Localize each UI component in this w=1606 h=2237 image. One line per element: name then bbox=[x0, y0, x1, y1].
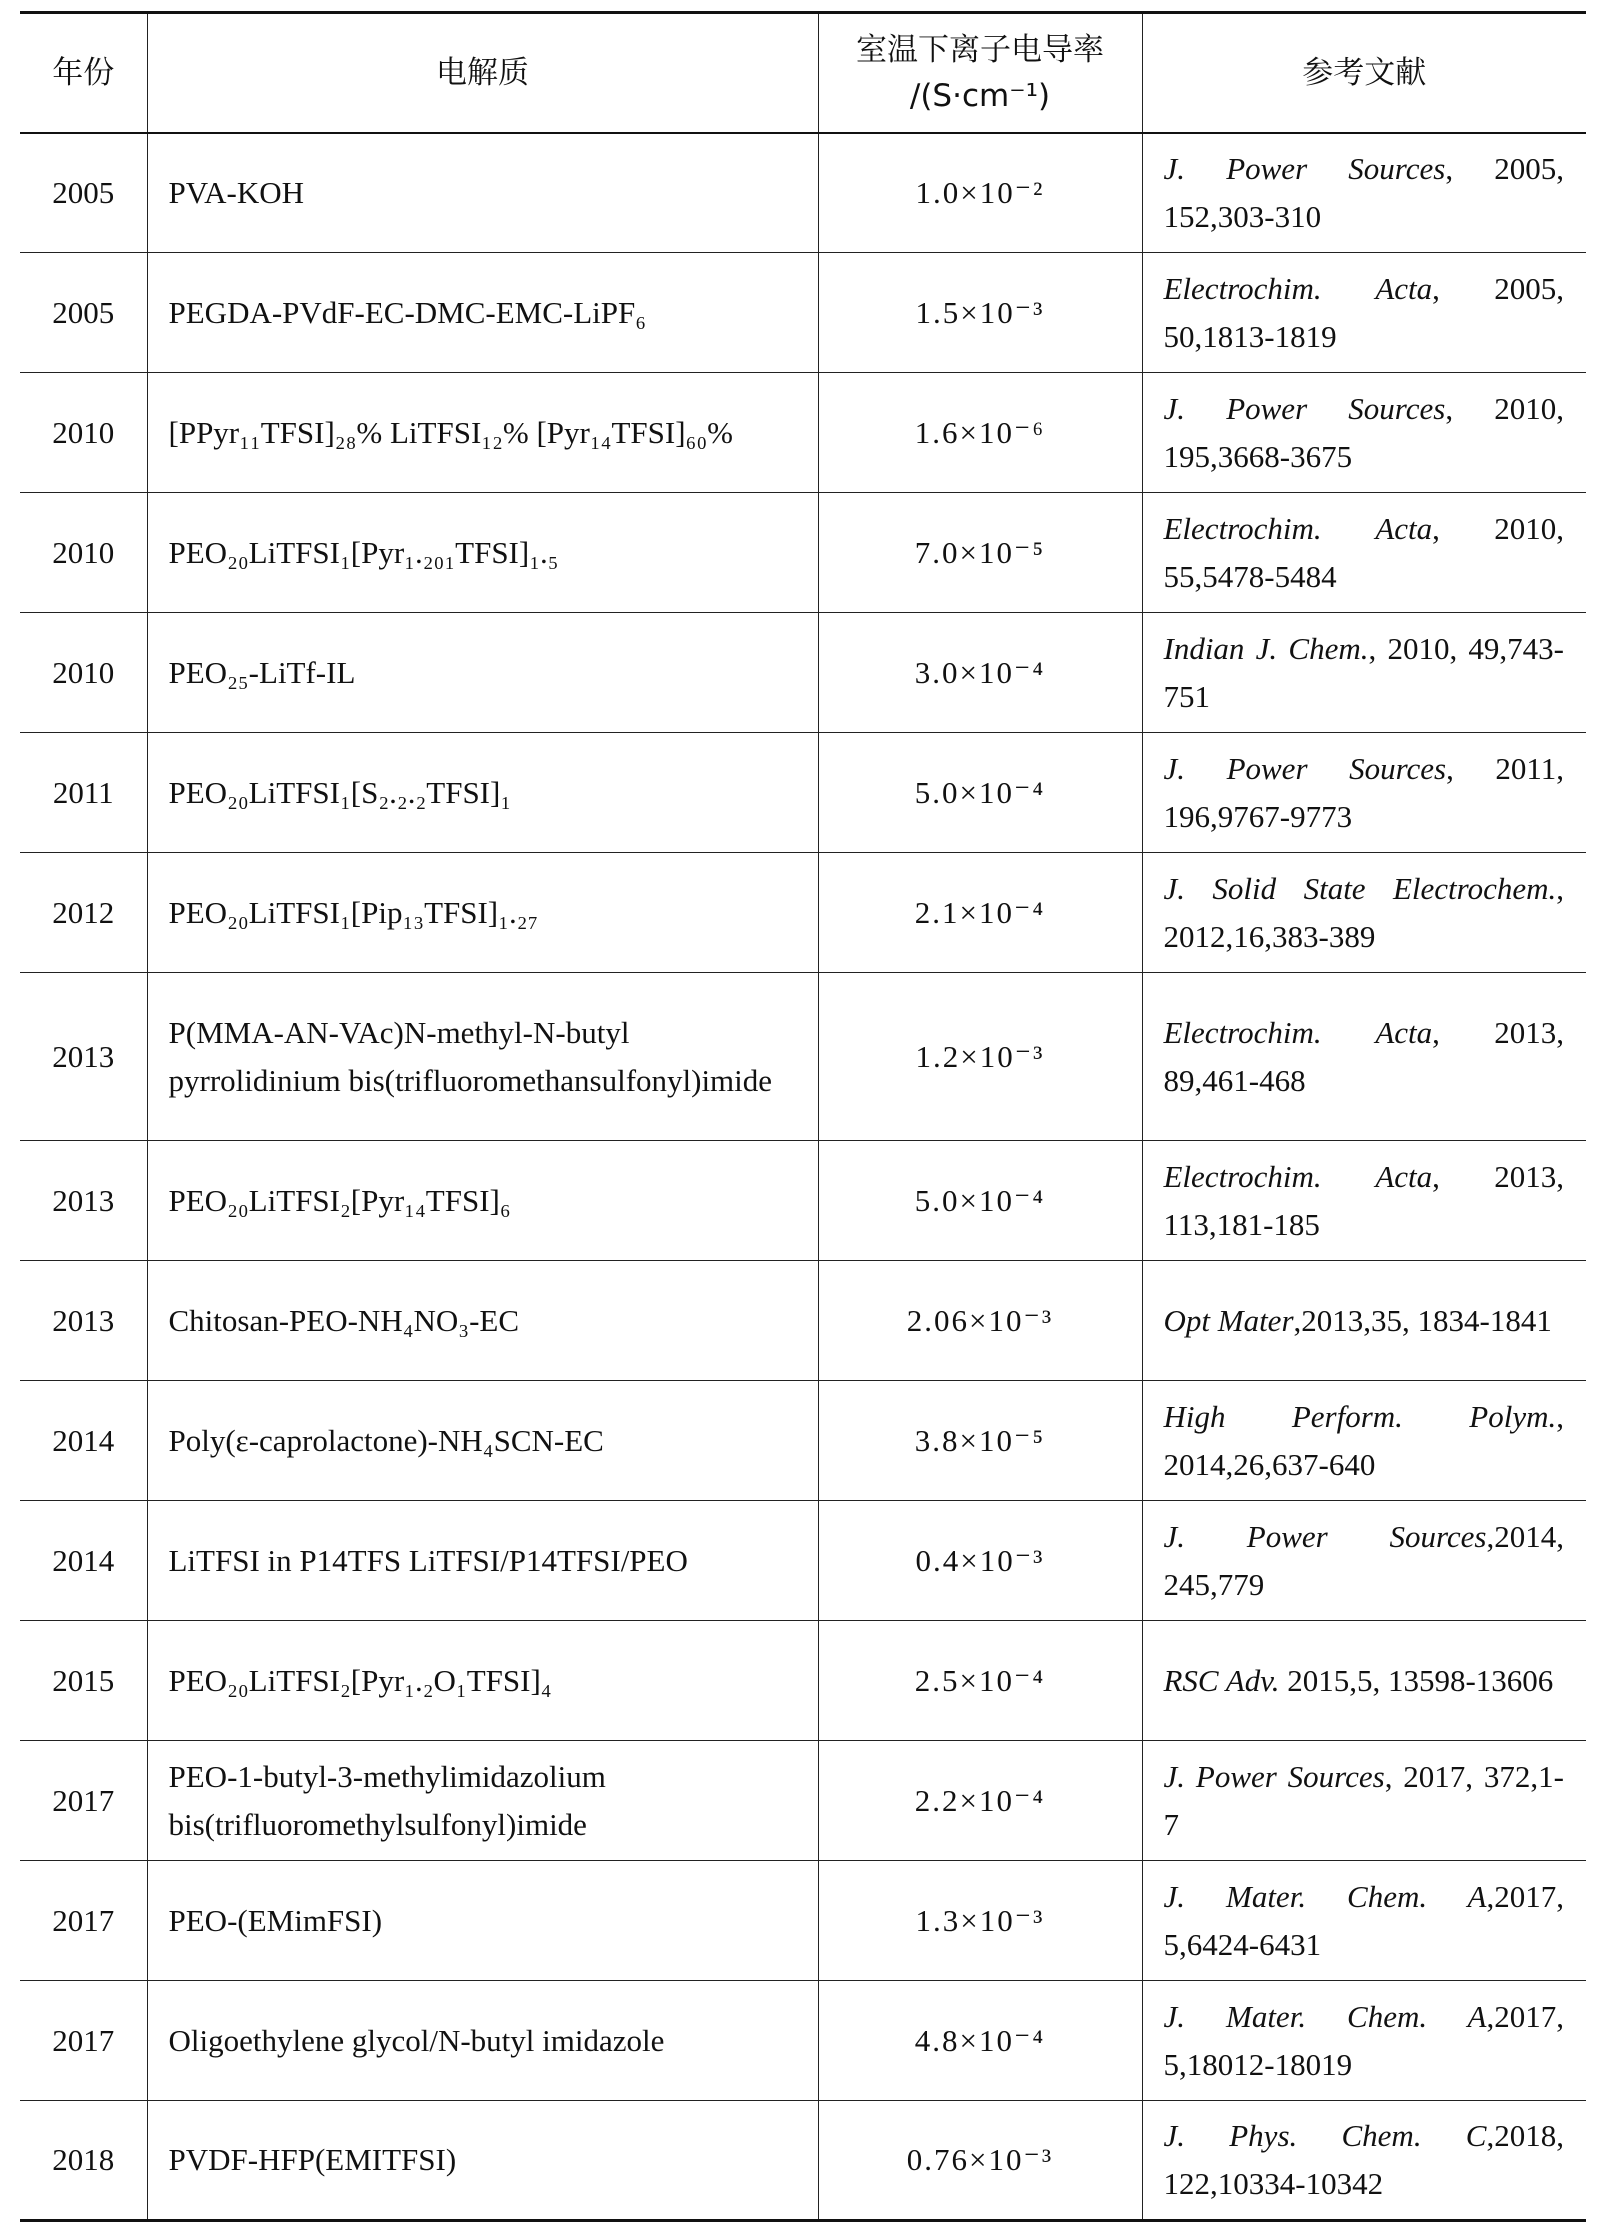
cell-electrolyte: PEGDA-PVdF-EC-DMC-EMC-LiPF₆ bbox=[147, 253, 818, 373]
cell-year: 2013 bbox=[20, 1141, 147, 1261]
cell-year: 2005 bbox=[20, 253, 147, 373]
table-body bbox=[20, 133, 1586, 2221]
cell-year: 2011 bbox=[20, 733, 147, 853]
table-row bbox=[20, 1741, 1586, 1861]
reference-journal: Electrochim. Acta bbox=[1163, 1014, 1433, 1050]
reference-journal: J. Power Sources bbox=[1163, 150, 1446, 186]
cell-year: 2017 bbox=[20, 1741, 147, 1861]
cell-electrolyte: PEO₂₀LiTFSI₂[Pyr₁₄TFSI]₆ bbox=[147, 1141, 818, 1261]
cell-reference bbox=[1142, 733, 1586, 853]
table-row bbox=[20, 1501, 1586, 1621]
cell-electrolyte: PEO₂₀LiTFSI₂[Pyr₁.₂O₁TFSI]₄ bbox=[147, 1621, 818, 1741]
reference-details: , 2011, 196,9767-9773 bbox=[1163, 750, 1564, 834]
header-reference: 参考文献 bbox=[1142, 13, 1586, 133]
cell-electrolyte: PEO₂₀LiTFSI₁[Pyr₁.₂₀₁TFSI]₁.₅ bbox=[147, 493, 818, 613]
cell-conductivity: 7.0×10⁻⁵ bbox=[818, 493, 1142, 613]
header-conductivity-label: 室温下离子电导率 bbox=[856, 31, 1104, 68]
header-year: 年份 bbox=[20, 13, 147, 133]
reference-details: , 2013, 113,181-185 bbox=[1163, 1158, 1564, 1242]
cell-year: 2014 bbox=[20, 1501, 147, 1621]
table-row bbox=[20, 613, 1586, 733]
cell-reference bbox=[1142, 1981, 1586, 2101]
reference-journal: Indian J. Chem. bbox=[1163, 630, 1369, 666]
table-row bbox=[20, 2101, 1586, 2221]
cell-conductivity: 1.3×10⁻³ bbox=[818, 1861, 1142, 1981]
cell-year: 2017 bbox=[20, 1861, 147, 1981]
reference-details: , 2017, 372,1-7 bbox=[1163, 1758, 1564, 1842]
cell-reference bbox=[1142, 613, 1586, 733]
cell-conductivity: 3.8×10⁻⁵ bbox=[818, 1381, 1142, 1501]
cell-conductivity: 0.4×10⁻³ bbox=[818, 1501, 1142, 1621]
reference-journal: J. Power Sources bbox=[1163, 1518, 1487, 1554]
cell-year: 2013 bbox=[20, 973, 147, 1141]
reference-journal: Electrochim. Acta bbox=[1163, 1158, 1433, 1194]
cell-year: 2005 bbox=[20, 133, 147, 253]
cell-conductivity: 4.8×10⁻⁴ bbox=[818, 1981, 1142, 2101]
cell-year: 2010 bbox=[20, 613, 147, 733]
reference-journal: Electrochim. Acta bbox=[1163, 270, 1433, 306]
cell-conductivity: 5.0×10⁻⁴ bbox=[818, 1141, 1142, 1261]
cell-reference bbox=[1142, 133, 1586, 253]
table-row bbox=[20, 973, 1586, 1141]
cell-electrolyte: Oligoethylene glycol/N-butyl imidazole bbox=[147, 1981, 818, 2101]
reference-details: ,2013,35, 1834-1841 bbox=[1293, 1302, 1552, 1338]
cell-conductivity: 2.5×10⁻⁴ bbox=[818, 1621, 1142, 1741]
cell-year: 2013 bbox=[20, 1261, 147, 1381]
cell-reference bbox=[1142, 1621, 1586, 1741]
conductivity-table bbox=[20, 11, 1586, 2222]
header-conductivity bbox=[818, 13, 1142, 133]
cell-electrolyte: PEO₂₀LiTFSI₁[S₂.₂.₂TFSI]₁ bbox=[147, 733, 818, 853]
table-row bbox=[20, 493, 1586, 613]
cell-reference bbox=[1142, 493, 1586, 613]
reference-details: ,2014, 245,779 bbox=[1163, 1518, 1564, 1602]
cell-reference bbox=[1142, 1501, 1586, 1621]
cell-conductivity: 2.1×10⁻⁴ bbox=[818, 853, 1142, 973]
cell-reference bbox=[1142, 253, 1586, 373]
cell-reference bbox=[1142, 1141, 1586, 1261]
reference-journal: J. Power Sources bbox=[1163, 1758, 1385, 1794]
header-conductivity-unit: /(S·cm⁻¹) bbox=[909, 77, 1051, 114]
reference-details: , 2013, 89,461-468 bbox=[1163, 1014, 1564, 1098]
cell-year: 2010 bbox=[20, 493, 147, 613]
reference-journal: J. Power Sources bbox=[1163, 750, 1447, 786]
cell-electrolyte: PVA-KOH bbox=[147, 133, 818, 253]
cell-conductivity: 3.0×10⁻⁴ bbox=[818, 613, 1142, 733]
cell-reference bbox=[1142, 373, 1586, 493]
reference-journal: High Perform. Polym. bbox=[1163, 1398, 1557, 1434]
cell-electrolyte: P(MMA-AN-VAc)N-methyl-N-butyl pyrrolidinium bis(trifluoromethansulfonyl)imide bbox=[147, 973, 818, 1141]
reference-journal: J. Mater. Chem. A bbox=[1163, 1878, 1487, 1914]
table-row bbox=[20, 1621, 1586, 1741]
reference-journal: Electrochim. Acta bbox=[1163, 510, 1433, 546]
reference-details: ,2018, 122,10334-10342 bbox=[1163, 2118, 1564, 2201]
reference-details: 2015,5, 13598-13606 bbox=[1279, 1662, 1554, 1698]
reference-details: , 2010, 55,5478-5484 bbox=[1163, 510, 1564, 594]
cell-year: 2014 bbox=[20, 1381, 147, 1501]
cell-reference bbox=[1142, 853, 1586, 973]
cell-year: 2017 bbox=[20, 1981, 147, 2101]
cell-conductivity: 1.5×10⁻³ bbox=[818, 253, 1142, 373]
cell-conductivity: 2.06×10⁻³ bbox=[818, 1261, 1142, 1381]
reference-details: , 2010, 195,3668-3675 bbox=[1163, 390, 1564, 474]
table-row bbox=[20, 133, 1586, 253]
cell-conductivity: 0.76×10⁻³ bbox=[818, 2101, 1142, 2221]
cell-electrolyte: PEO₂₅-LiTf-IL bbox=[147, 613, 818, 733]
reference-journal: RSC Adv. bbox=[1163, 1662, 1280, 1698]
cell-electrolyte: PEO-(EMimFSI) bbox=[147, 1861, 818, 1981]
reference-details: , 2005, 152,303-310 bbox=[1163, 150, 1564, 234]
reference-journal: Opt Mater bbox=[1163, 1302, 1294, 1338]
table-row bbox=[20, 853, 1586, 973]
reference-details: , 2012,16,383-389 bbox=[1163, 870, 1564, 954]
cell-reference bbox=[1142, 1741, 1586, 1861]
reference-details: , 2014,26,637-640 bbox=[1163, 1398, 1564, 1482]
cell-electrolyte: PEO₂₀LiTFSI₁[Pip₁₃TFSI]₁.₂₇ bbox=[147, 853, 818, 973]
header-row bbox=[20, 13, 1586, 133]
cell-conductivity: 2.2×10⁻⁴ bbox=[818, 1741, 1142, 1861]
table-row bbox=[20, 373, 1586, 493]
table-row bbox=[20, 1381, 1586, 1501]
reference-details: , 2010, 49,743-751 bbox=[1163, 630, 1564, 714]
cell-year: 2010 bbox=[20, 373, 147, 493]
cell-electrolyte: [PPyr₁₁TFSI]₂₈% LiTFSI₁₂% [Pyr₁₄TFSI]₆₀% bbox=[147, 373, 818, 493]
reference-journal: J. Solid State Electrochem. bbox=[1163, 870, 1557, 906]
cell-year: 2012 bbox=[20, 853, 147, 973]
table-row bbox=[20, 253, 1586, 373]
cell-reference bbox=[1142, 1381, 1586, 1501]
reference-journal: J. Phys. Chem. C bbox=[1163, 2118, 1487, 2153]
cell-conductivity: 1.6×10⁻⁶ bbox=[818, 373, 1142, 493]
cell-conductivity: 1.2×10⁻³ bbox=[818, 973, 1142, 1141]
cell-year: 2018 bbox=[20, 2101, 147, 2221]
cell-year: 2015 bbox=[20, 1621, 147, 1741]
table-row bbox=[20, 1981, 1586, 2101]
cell-reference bbox=[1142, 1861, 1586, 1981]
cell-conductivity: 5.0×10⁻⁴ bbox=[818, 733, 1142, 853]
table-row bbox=[20, 733, 1586, 853]
reference-details: ,2017, 5,18012-18019 bbox=[1163, 1998, 1564, 2082]
table-row bbox=[20, 1141, 1586, 1261]
cell-electrolyte: Poly(ε-caprolactone)-NH₄SCN-EC bbox=[147, 1381, 818, 1501]
cell-reference bbox=[1142, 1261, 1586, 1381]
cell-electrolyte: Chitosan-PEO-NH₄NO₃-EC bbox=[147, 1261, 818, 1381]
reference-details: ,2017, 5,6424-6431 bbox=[1163, 1878, 1564, 1962]
cell-conductivity: 1.0×10⁻² bbox=[818, 133, 1142, 253]
reference-journal: J. Power Sources bbox=[1163, 390, 1446, 426]
table-row bbox=[20, 1261, 1586, 1381]
cell-electrolyte: PVDF-HFP(EMITFSI) bbox=[147, 2101, 818, 2221]
reference-journal: J. Mater. Chem. A bbox=[1163, 1998, 1487, 2034]
cell-reference bbox=[1142, 2101, 1586, 2221]
reference-details: , 2005, 50,1813-1819 bbox=[1163, 270, 1564, 354]
header-electrolyte: 电解质 bbox=[147, 13, 818, 133]
cell-electrolyte: PEO-1-butyl-3-methylimidazolium bis(trifluoromethylsulfonyl)imide bbox=[147, 1741, 818, 1861]
cell-reference bbox=[1142, 973, 1586, 1141]
cell-electrolyte: LiTFSI in P14TFS LiTFSI/P14TFSI/PEO bbox=[147, 1501, 818, 1621]
table-row bbox=[20, 1861, 1586, 1981]
